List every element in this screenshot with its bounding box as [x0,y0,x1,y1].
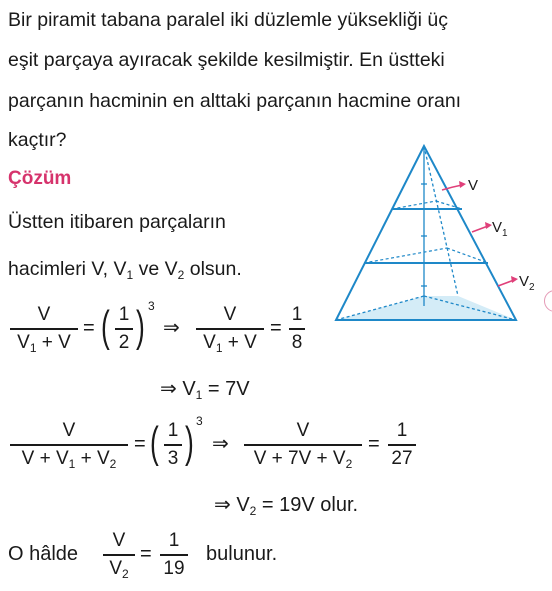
question-line-1: Bir piramit tabana paralel iki düzlemle yüksekliği üç [8,9,449,31]
eq2-lhs-den-sub1: 1 [68,456,76,471]
eq1-rhs-num: V [223,304,237,325]
eq2-rhs-den-sub2: 2 [345,456,353,471]
result-v1 [160,376,250,402]
figure-label-v1-sub: 1 [502,228,508,239]
final-result-fraction [160,530,188,580]
eq2-lhs-den-b: + V [75,447,110,469]
final-prefix: O hâlde [8,543,79,565]
result-v2-value: = 19V olur. [256,494,359,516]
question-line-4: kaçtır? [8,129,67,151]
eq1-result-fraction [289,304,305,354]
subscript-2: 2 [177,268,185,282]
final-lhs-den [109,556,128,585]
arrow-to-v1 [472,226,488,232]
figure-label-v1 [492,219,508,239]
eq2-lhs-fraction [10,420,128,475]
intro-text-c: olsun. [184,258,242,280]
pyramid-base-fill [336,296,516,320]
final-lhs-fraction [103,530,135,585]
eq2-lhs-den [22,446,117,475]
result-v2-prefix: ⇒ V [214,494,250,516]
figure-label-v: V [468,177,479,194]
eq1-open-paren: ( [101,302,110,351]
eq2-rhs-den-a: V + 7V + V [253,447,346,469]
figure-label-v2-sub: 2 [529,282,535,293]
final-lhs-num: V [112,530,126,551]
figure-label-v2-main: V [519,273,530,290]
eq1-ratio-num: 1 [118,304,130,325]
eq2-close-paren: ) [185,418,194,467]
result-v1-prefix: ⇒ V [160,378,196,400]
cut-plane-1-back [392,201,436,209]
eq1-rhs-den-sub: 1 [215,340,223,355]
eq1-rhs-fraction [196,304,264,359]
eq1-exponent: 3 [148,299,155,313]
eq1-implies-arrow: ⇒ [163,317,180,339]
eq2-ratio-den: 3 [167,447,179,469]
arrowhead-v1 [485,222,492,229]
eq1-ratio-fraction [115,304,133,354]
eq2-lhs-den-a: V + V [21,447,69,469]
eq1-result-den: 8 [291,331,303,353]
eq1-lhs-num: V [37,304,51,325]
eq2-lhs-num: V [62,420,76,441]
intro-text-a: hacimleri V, V [8,258,127,280]
eq1-lhs-den [17,330,71,359]
eq2-exponent: 3 [196,414,203,428]
eq1-rhs-den-tail: + V [222,331,257,353]
cut-plane-2-back [364,248,447,263]
eq2-open-paren: ( [150,418,159,467]
eq2-rhs-fraction [244,420,362,475]
eq1-lhs-fraction [10,304,78,359]
question-line-2: eşit parçaya ayıracak şekilde kesilmiştir. En üstteki [8,49,445,71]
eq2-equals-2: = [368,433,380,455]
pyramid-back-edge [424,146,458,296]
eq1-equals-1: = [83,317,95,339]
final-result-den: 19 [163,557,185,579]
final-result-num: 1 [168,530,180,551]
eq2-result-den: 27 [391,447,413,469]
eq1-close-paren: ) [136,302,145,351]
page-edge-circle-icon [544,290,552,312]
eq2-implies-arrow: ⇒ [212,433,229,455]
cut-plane-1-back-r [436,201,462,209]
eq2-rhs-den [254,446,353,475]
eq1-lhs-den-tail: + V [36,331,71,353]
eq1-lhs-den-v: V [17,331,30,353]
eq2-lhs-den-sub2: 2 [109,456,117,471]
eq2-result-num: 1 [396,420,408,441]
final-lhs-den-v: V [109,557,122,579]
eq1-rhs-den-v: V [203,331,216,353]
pyramid-outline [336,146,516,320]
eq2-equals-1: = [134,433,146,455]
eq2-ratio-num: 1 [167,420,179,441]
eq1-lhs-den-sub: 1 [29,340,37,355]
arrowhead-v2 [511,276,518,283]
arrow-to-v2 [498,280,514,286]
figure-label-v1-main: V [492,219,503,236]
eq1-rhs-den [203,330,257,359]
eq1-ratio-den: 2 [118,331,130,353]
eq2-rhs-num: V [296,420,310,441]
intro-text-b: ve V [133,258,178,280]
result-v2-sub: 2 [249,504,257,518]
solution-heading: Çözüm [8,168,72,189]
result-v2 [214,492,358,518]
eq2-result-fraction [388,420,416,470]
arrowhead-v [459,181,466,188]
solution-intro-line-2 [8,254,242,290]
result-v1-value: = 7V [202,378,250,400]
figure-label-v2 [519,273,535,293]
final-lhs-den-sub: 2 [122,566,129,581]
eq2-ratio-fraction [164,420,182,470]
result-v1-sub: 1 [195,388,203,402]
final-suffix: bulunur. [206,543,278,565]
eq1-equals-2: = [270,317,282,339]
question-line-3: parçanın hacminin en alttaki parçanın hacmine oranı [8,90,462,112]
final-equals: = [140,543,152,565]
eq1-result-num: 1 [291,304,303,325]
subscript-1: 1 [126,268,134,282]
solution-intro-line-1: Üstten itibaren parçaların [8,211,226,233]
